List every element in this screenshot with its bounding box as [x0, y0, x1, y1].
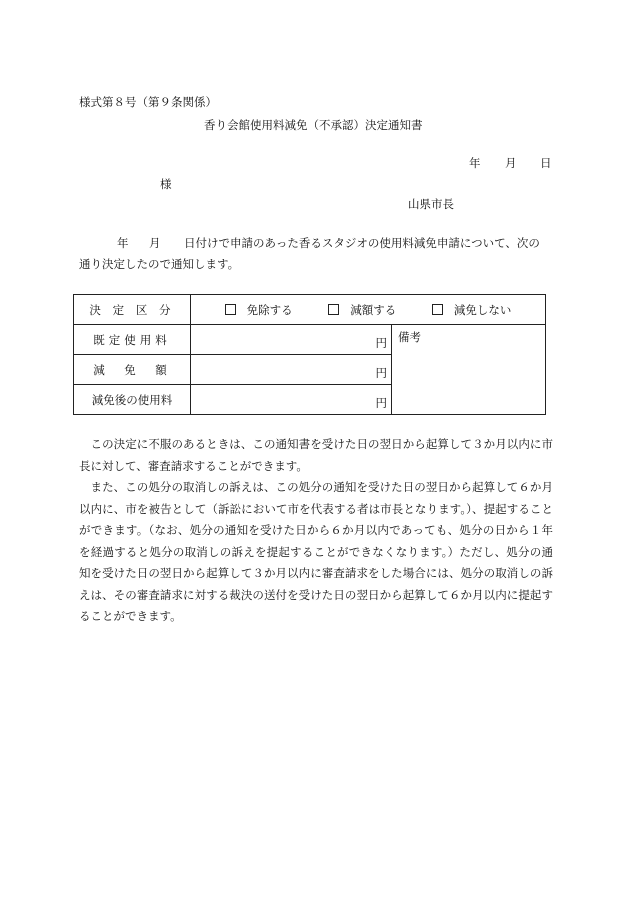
document-title: 香り会館使用料減免（不承認）決定通知書 [204, 118, 423, 132]
addressee-suffix: 様 [160, 177, 172, 191]
standard-fee-unit: 円 [375, 336, 387, 350]
row-label-reduction: 減 免 額 [74, 355, 191, 385]
standard-fee-field[interactable] [191, 325, 392, 355]
notice-paragraph-2: また、この処分の取消しの訴えは、この処分の通知を受けた日の翌日から起算して６か月以内に、市を被告として（訴訟において市を代表する者は市長となります。）、提起することができます。（なお、処分の通知を受けた日から６か月以内であっても、処分の日から１年を経過すると処分の取消しの訴えを提起することができなくなります。）ただし、処分の通知を受けた日の翌日から起算して３か月以内に審査請求をした場合には、処分の取消しの訴えは、その審査請求に対する裁決の送付を受けた日の翌日から起算して６か月以内に提起することができます。 [79, 480, 553, 623]
notice-paragraph-1: この決定に不服のあるときは、この通知書を受けた日の翌日から起算して３か月以内に市長に対して、審査請求することができます。 [79, 437, 553, 473]
reduction-field[interactable] [191, 355, 392, 385]
checkbox-exempt[interactable] [225, 304, 236, 315]
date-day: 日 [540, 156, 552, 170]
remarks-cell[interactable] [392, 325, 546, 415]
option-reduce-label: 減額する [350, 302, 397, 317]
checkbox-reduce[interactable] [328, 304, 339, 315]
decision-table [73, 294, 546, 415]
option-exempt[interactable] [225, 302, 293, 318]
intro-line2: 通り決定したので通知します。 [79, 257, 240, 271]
issuer: 山県市長 [408, 197, 454, 211]
form-number: 様式第８号（第９条関係） [79, 95, 217, 109]
fee-after-unit: 円 [375, 396, 387, 410]
reduction-unit: 円 [375, 366, 387, 380]
option-exempt-label: 免除する [246, 302, 293, 317]
intro-year: 年 [117, 236, 129, 250]
date-month: 月 [505, 156, 517, 170]
intro-line1: 日付けで申請のあった香るスタジオの使用料減免申請について、次の [184, 236, 540, 250]
option-none-label: 減免しない [453, 302, 512, 317]
intro-month: 月 [149, 236, 161, 250]
decision-label: 決 定 区 分 [74, 295, 191, 325]
row-label-fee-after: 減免後の使用料 [74, 385, 191, 415]
row-label-standard-fee: 既定使用料 [74, 325, 191, 355]
option-none[interactable] [432, 302, 512, 318]
date-year: 年 [469, 156, 481, 170]
decision-options [191, 295, 546, 325]
option-reduce[interactable] [328, 302, 396, 318]
fee-after-field[interactable] [191, 385, 392, 415]
checkbox-none[interactable] [432, 304, 443, 315]
remarks-label: 備考 [398, 330, 421, 344]
